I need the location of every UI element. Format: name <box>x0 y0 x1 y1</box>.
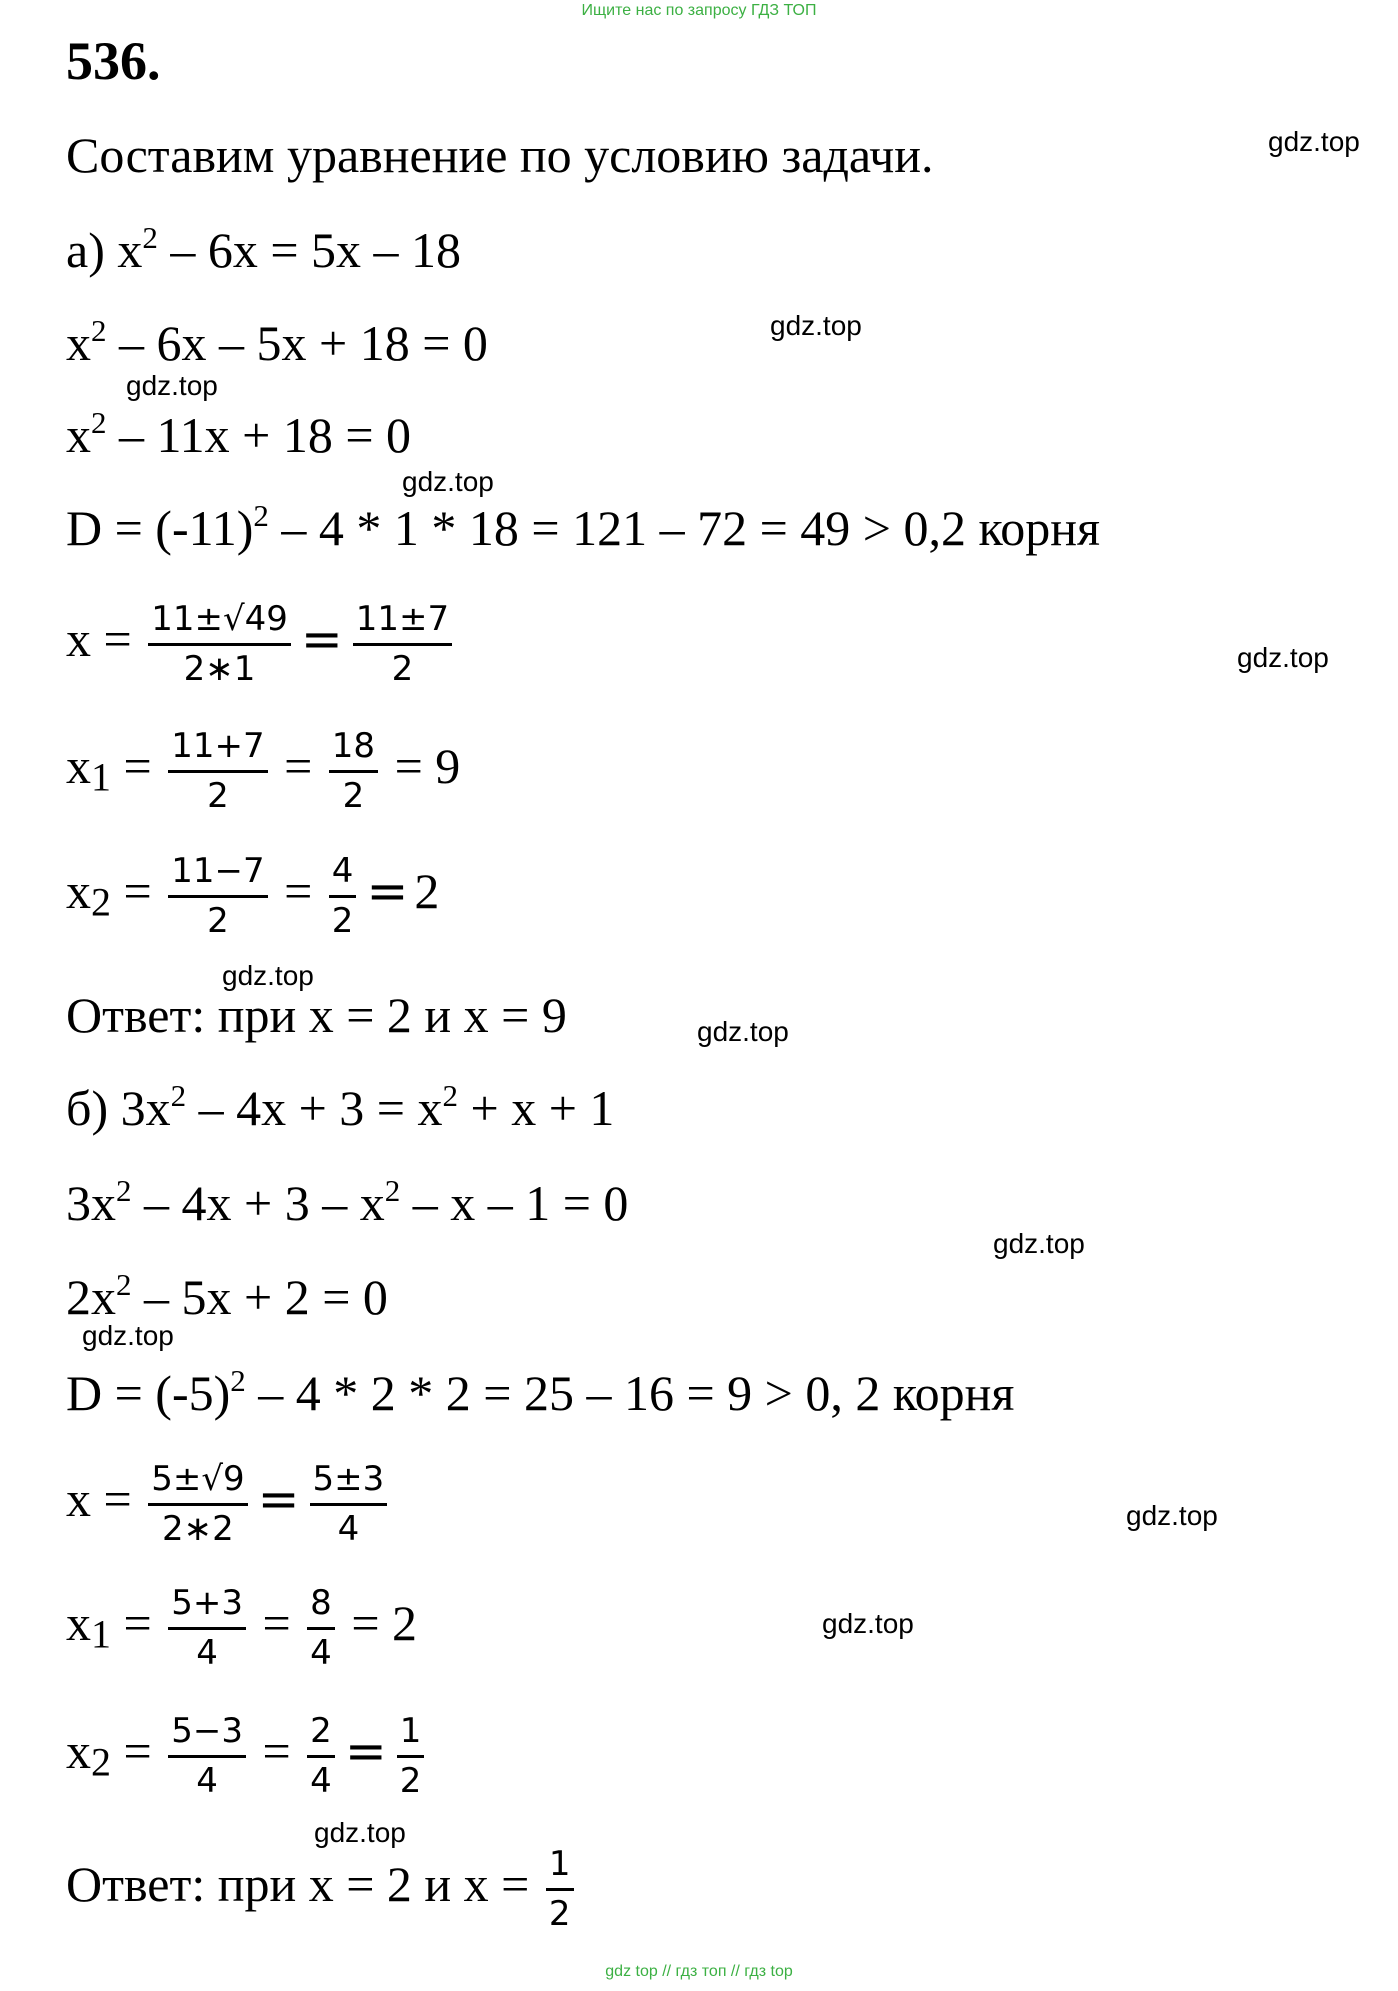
part-a-answer: Ответ: при x = 2 и x = 9 <box>66 987 567 1043</box>
watermark: gdz.top <box>1268 126 1360 157</box>
part-a-step-1: $x^2 - 6x - 5x + 18 = 0$ <box>66 312 488 371</box>
fraction: $\frac{5\pm√9}{2∗2}$ <box>148 1460 247 1549</box>
watermark: gdz.top <box>82 1320 174 1351</box>
intro-text: Составим уравнение по условию задачи. <box>66 127 934 183</box>
part-b-roots-formula: x = $\frac{5\pm√9}{2∗2}$ = $\frac{5\pm 3}{4}$ <box>66 1460 391 1549</box>
task-number: 536. <box>66 31 161 91</box>
part-a-step-2: $x^2 - 11x + 18 = 0$ <box>66 404 412 463</box>
top-banner-link[interactable]: Ищите нас по запросу ГДЗ ТОП <box>581 2 817 19</box>
part-a-root-1: $x_1$ = $\frac{11+7}{2}$ = $\frac{18}{2}$ = 9 <box>66 726 461 817</box>
watermark: gdz.top <box>126 370 218 401</box>
fraction: $\frac{5+3}{4}$ <box>168 1584 246 1673</box>
watermark: gdz.top <box>993 1228 1085 1259</box>
fraction: $\frac{1}{2}$ <box>397 1712 425 1801</box>
fraction: $\frac{11-7}{2}$ <box>168 852 267 941</box>
fraction: $\frac{11+7}{2}$ <box>168 727 267 816</box>
part-a-roots-formula: x = $\frac{11\pm√49}{2∗1}$ = $\frac{11\pm 7}{2}$ <box>66 600 456 689</box>
fraction: $\frac{11\pm√49}{2∗1}$ <box>148 600 291 689</box>
fraction: $\frac{18}{2}$ <box>329 727 378 816</box>
part-a-discriminant: $D = (-11)^2 - 4 * 1 * 18 = 121 - 72 = 49 > 0,2$ корня <box>66 497 1101 556</box>
watermark: gdz.top <box>314 1817 406 1848</box>
watermark: gdz.top <box>402 466 494 497</box>
fraction: $\frac{11\pm 7}{2}$ <box>353 600 452 689</box>
watermark: gdz.top <box>1126 1500 1218 1531</box>
fraction: $\frac{1}{2}$ <box>546 1845 574 1934</box>
part-b-root-2: $x_2$ = $\frac{5-3}{4}$ = $\frac{2}{4}$ = $\frac{1}{2}$ <box>66 1712 428 1801</box>
watermark: gdz.top <box>1237 642 1329 673</box>
part-b-discriminant: $D = (-5)^2 - 4 * 2 * 2 = 25 - 16 = 9 > 0$, 2 корня <box>66 1362 1015 1421</box>
part-a-root-2: $x_2$ = $\frac{11-7}{2}$ = $\frac{4}{2}$ = 2 <box>66 851 440 942</box>
fraction: $\frac{4}{2}$ <box>329 852 357 941</box>
part-b-step-2: $2x^2 - 5x + 2 = 0$ <box>66 1266 388 1325</box>
fraction: $\frac{5\pm 3}{4}$ <box>310 1460 388 1549</box>
part-b-root-1: $x_1$ = $\frac{5+3}{4}$ = $\frac{8}{4}$ = 2 <box>66 1583 418 1674</box>
part-b-answer: Ответ: при x = 2 и x = $\frac{1}{2}$ <box>66 1845 578 1934</box>
fraction: $\frac{8}{4}$ <box>307 1584 335 1673</box>
watermark: gdz.top <box>770 310 862 341</box>
watermark: gdz.top <box>697 1016 789 1047</box>
part-a-equation: а) $x^2 - 6x = 5x - 18$ <box>66 219 462 278</box>
watermark: gdz.top <box>222 960 314 991</box>
watermark: gdz.top <box>822 1608 914 1639</box>
fraction: $\frac{2}{4}$ <box>307 1712 335 1801</box>
fraction: $\frac{5-3}{4}$ <box>168 1712 246 1801</box>
part-b-step-1: $3x^2 - 4x + 3 - x^2 - x - 1 = 0$ <box>66 1172 629 1231</box>
part-b-equation: б) $3x^2 - 4x + 3 = x^2 + x + 1$ <box>66 1077 615 1136</box>
footer-links[interactable]: gdz top // гдз топ // гдз top <box>605 1963 793 1980</box>
